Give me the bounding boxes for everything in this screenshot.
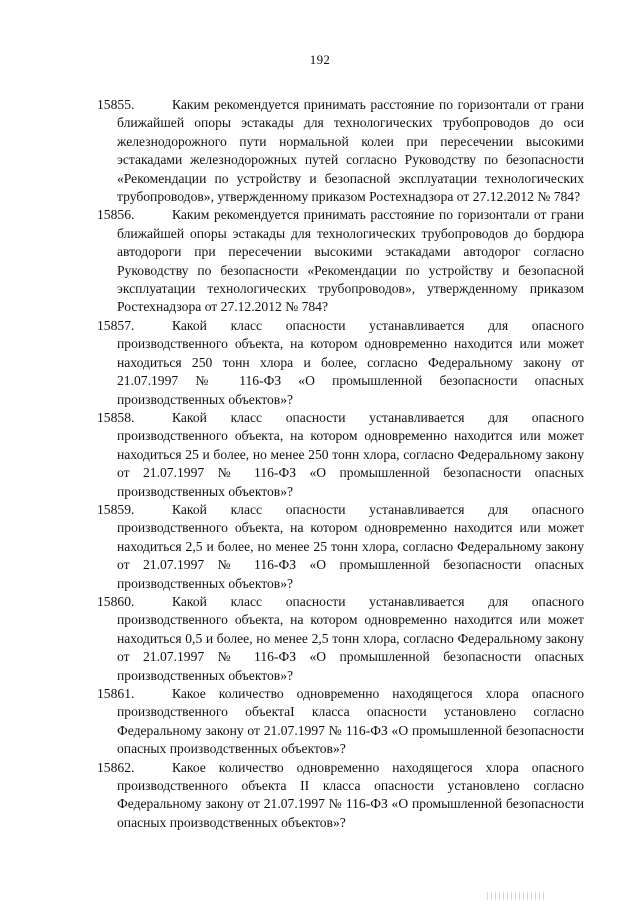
question-text: Какой класс опасности устанавливается для опасного производственного объекта, на котором одновременно находится или может находиться 0,5 и более, но менее 2,5 тонн хлора, согласно Федеральному закону от 21.07.1997 № 116-ФЗ «О промышленной безопасности опасных производственных объектов»? <box>117 593 584 683</box>
page-number: 192 <box>309 52 331 67</box>
question-number: 15861. <box>97 686 135 701</box>
question-text: Какой класс опасности устанавливается для опасного производственного объекта, на котором одновременно находится или может находиться 250 тонн хлора и более, согласно Федеральному закону от 21.07.1997 № 116-ФЗ «О промышленной безопасности опасных производственных объектов»? <box>117 317 584 407</box>
question-text: Каким рекомендуется принимать расстояние по горизонтали от грани ближайшей опоры эстакады для технологических трубопроводов до бордюра автодороги при пересечении высокими эстакадами автодорог согласно Руководству по безопасности «Рекомендации по устройству и безопасной эксплуатации технологических трубопроводов», утвержденному приказом Ростехнадзора от 27.12.2012 № 784? <box>117 207 584 315</box>
question-item <box>97 593 584 685</box>
question-list <box>97 96 584 832</box>
question-number: 15857. <box>97 317 135 333</box>
question-number: 15862. <box>97 759 135 775</box>
question-text: Какое количество одновременно находящегося хлора опасного производственного объектаI класса опасности установлено согласно Федеральному закону от 21.07.1997 № 116-ФЗ «О промышленной безопасности опасных производственных объектов»? <box>117 686 584 757</box>
question-item <box>97 96 584 206</box>
question-item <box>97 206 584 316</box>
question-number: 15859. <box>97 501 135 517</box>
question-number: 15860. <box>97 593 135 609</box>
question-number: 15856. <box>97 207 135 223</box>
question-number: 15855. <box>97 97 135 112</box>
scan-noise <box>487 892 547 900</box>
question-item <box>97 317 584 409</box>
question-item <box>97 759 584 833</box>
question-text: Каким рекомендуется принимать расстояние по горизонтали от грани ближайшей опоры эстакады для технологических трубопроводов до оси железнодорожного пути нормальной колеи при пересечении высокими эстакадами железнодорожных путей согласно Руководству по безопасности «Рекомендации по устройству и безопасной эксплуатации технологических трубопроводов», утвержденному приказом Ростехнадзора от 27.12.2012 № 784? <box>117 97 584 205</box>
question-text: Какой класс опасности устанавливается для опасного производственного объекта, на котором одновременно находится или может находиться 2,5 и более, но менее 25 тонн хлора, согласно Федеральному закону от 21.07.1997 № 116-ФЗ «О промышленной безопасности опасных производственных объектов»? <box>117 501 584 591</box>
question-text: Какой класс опасности устанавливается для опасного производственного объекта, на котором одновременно находится или может находиться 25 и более, но менее 250 тонн хлора, согласно Федеральному закону от 21.07.1997 № 116-ФЗ «О промышленной безопасности опасных производственных объектов»? <box>117 409 584 499</box>
question-item <box>97 685 584 759</box>
question-item <box>97 409 584 501</box>
question-number: 15858. <box>97 409 135 425</box>
question-item <box>97 501 584 593</box>
question-text: Какое количество одновременно находящегося хлора опасного производственного объекта II класса опасности установлено согласно Федеральному закону от 21.07.1997 № 116-ФЗ «О промышленной безопасности опасных производственных объектов»? <box>117 759 584 830</box>
